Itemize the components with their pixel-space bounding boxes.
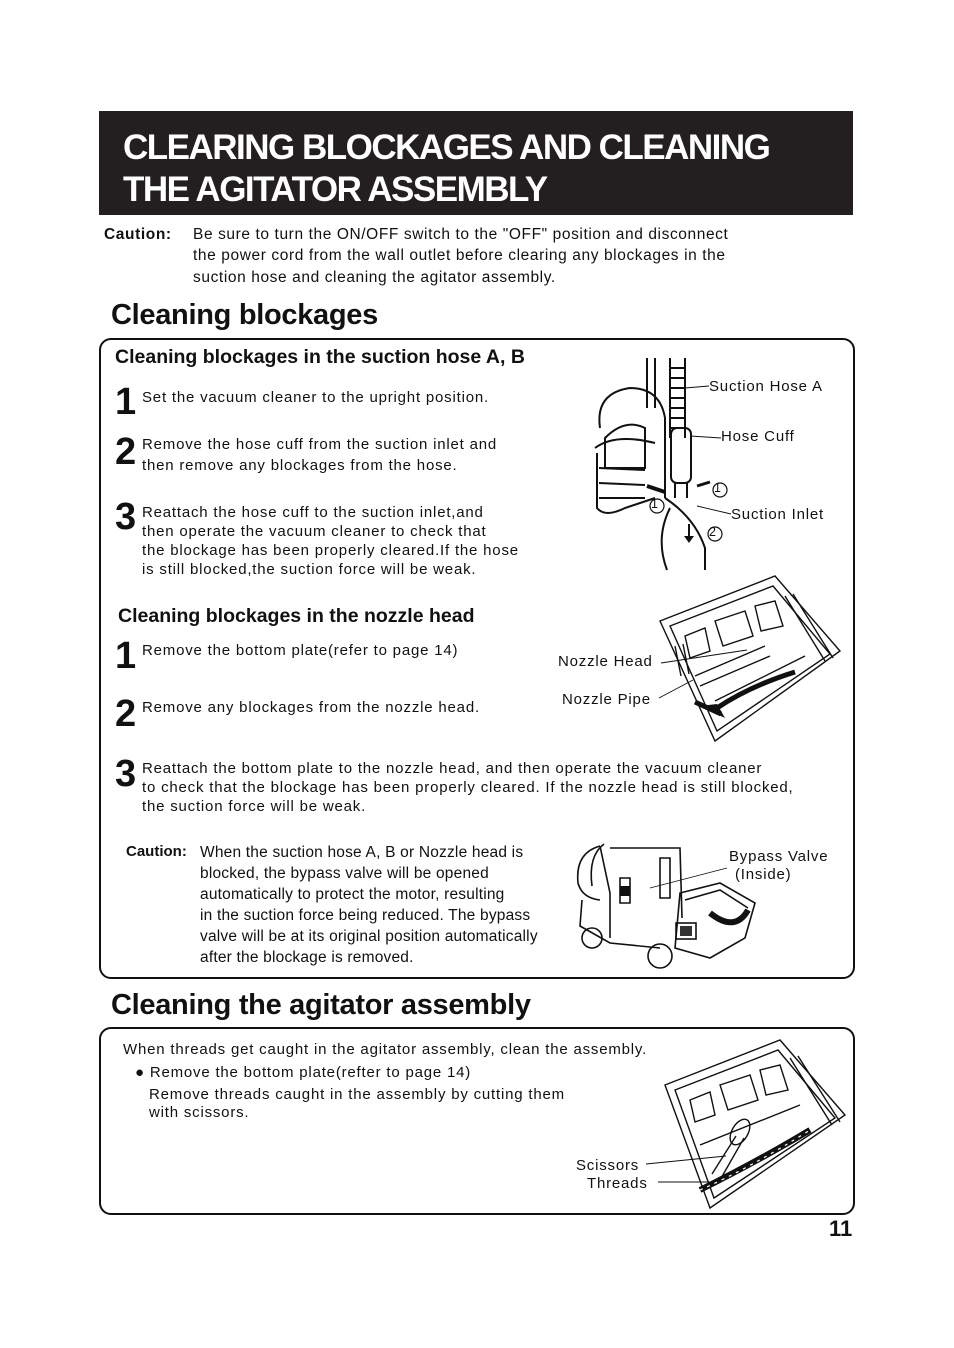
caution-top-label: Caution: [104, 226, 172, 243]
label-threads: Threads [587, 1175, 648, 1192]
hose-step-3-number: 3 [115, 496, 136, 538]
marker-1-b: 1 [651, 497, 658, 511]
page-number: 11 [829, 1216, 853, 1241]
nozzle-step-3-line-3: the suction force will be weak. [142, 798, 367, 815]
hose-step-3-line-1: Reattach the hose cuff to the suction inlet,and [142, 504, 484, 521]
page-title-line-2: THE AGITATOR ASSEMBLY [123, 170, 547, 209]
marker-2: 2 [709, 525, 716, 539]
caution-box-line-1: When the suction hose A, B or Nozzle head is [200, 844, 524, 861]
agitator-illustration [660, 1040, 845, 1208]
nozzle-step-3-line-1: Reattach the bottom plate to the nozzle head, and then operate the vacuum cleaner [142, 760, 763, 777]
label-scissors: Scissors [576, 1157, 640, 1174]
hose-step-3-line-3: the blockage has been properly cleared.If the hose [142, 542, 519, 559]
caution-top-line-3: suction hose and cleaning the agitator assembly. [193, 269, 556, 286]
nozzle-step-1-number: 1 [115, 635, 136, 677]
caution-box-label: Caution: [126, 843, 187, 860]
hose-step-2-line-1: Remove the hose cuff from the suction inlet and [142, 436, 498, 453]
hose-step-3-line-2: then operate the vacuum cleaner to check that [142, 523, 487, 540]
label-bypass-inside: (Inside) [735, 866, 792, 883]
label-nozzle-head: Nozzle Head [558, 653, 653, 670]
caution-box-line-2: blocked, the bypass valve will be opened [200, 865, 489, 882]
section-heading-blockages: Cleaning blockages [111, 299, 378, 331]
nozzle-step-2-number: 2 [115, 693, 136, 735]
nozzle-subheading: Cleaning blockages in the nozzle head [118, 605, 475, 627]
label-suction-inlet: Suction Inlet [731, 506, 824, 523]
hose-subheading: Cleaning blockages in the suction hose A, B [115, 346, 525, 368]
caution-top-line-2: the power cord from the wall outlet before clearing any blockages in the [193, 247, 726, 264]
nozzle-step-2-text: Remove any blockages from the nozzle head. [142, 699, 480, 716]
section-heading-agitator: Cleaning the agitator assembly [111, 989, 531, 1021]
hose-step-2-line-2: then remove any blockages from the hose. [142, 457, 458, 474]
caution-box-line-4: in the suction force being reduced. The bypass [200, 907, 531, 924]
label-bypass-valve: Bypass Valve [729, 848, 829, 865]
caution-box-line-3: automatically to protect the motor, resulting [200, 886, 505, 903]
label-nozzle-pipe: Nozzle Pipe [562, 691, 651, 708]
marker-1-a: 1 [714, 481, 721, 495]
nozzle-step-1-text: Remove the bottom plate(refer to page 14) [142, 642, 459, 659]
agitator-line-1: Remove threads caught in the assembly by cutting them [149, 1086, 565, 1103]
label-hose-cuff: Hose Cuff [721, 428, 795, 445]
hose-step-2-number: 2 [115, 431, 136, 473]
agitator-bullet-text: Remove the bottom plate(refter to page 14) [149, 1064, 472, 1081]
agitator-intro: When threads get caught in the agitator assembly, clean the assembly. [123, 1041, 648, 1058]
hose-step-1-number: 1 [115, 381, 136, 423]
nozzle-step-3-line-2: to check that the blockage has been properly cleared. If the nozzle head is still blocked, [142, 779, 794, 796]
caution-top-line-1: Be sure to turn the ON/OFF switch to the "OFF" position and disconnect [193, 226, 729, 243]
caution-box-line-5: valve will be at its original position automatically [200, 928, 538, 945]
nozzle-head-illustration [655, 576, 840, 741]
page-title-line-1: CLEARING BLOCKAGES AND CLEANING [123, 128, 770, 167]
nozzle-step-3-number: 3 [115, 753, 136, 795]
hose-step-1-text: Set the vacuum cleaner to the upright position. [142, 389, 489, 406]
label-suction-hose-a: Suction Hose A [709, 378, 823, 395]
caution-box-line-6: after the blockage is removed. [200, 949, 414, 966]
agitator-bullet: ● Remove the bottom plate(refter to page 14) [135, 1064, 472, 1081]
hose-step-3-line-4: is still blocked,the suction force will be weak. [142, 561, 477, 578]
agitator-line-2: with scissors. [149, 1104, 250, 1121]
